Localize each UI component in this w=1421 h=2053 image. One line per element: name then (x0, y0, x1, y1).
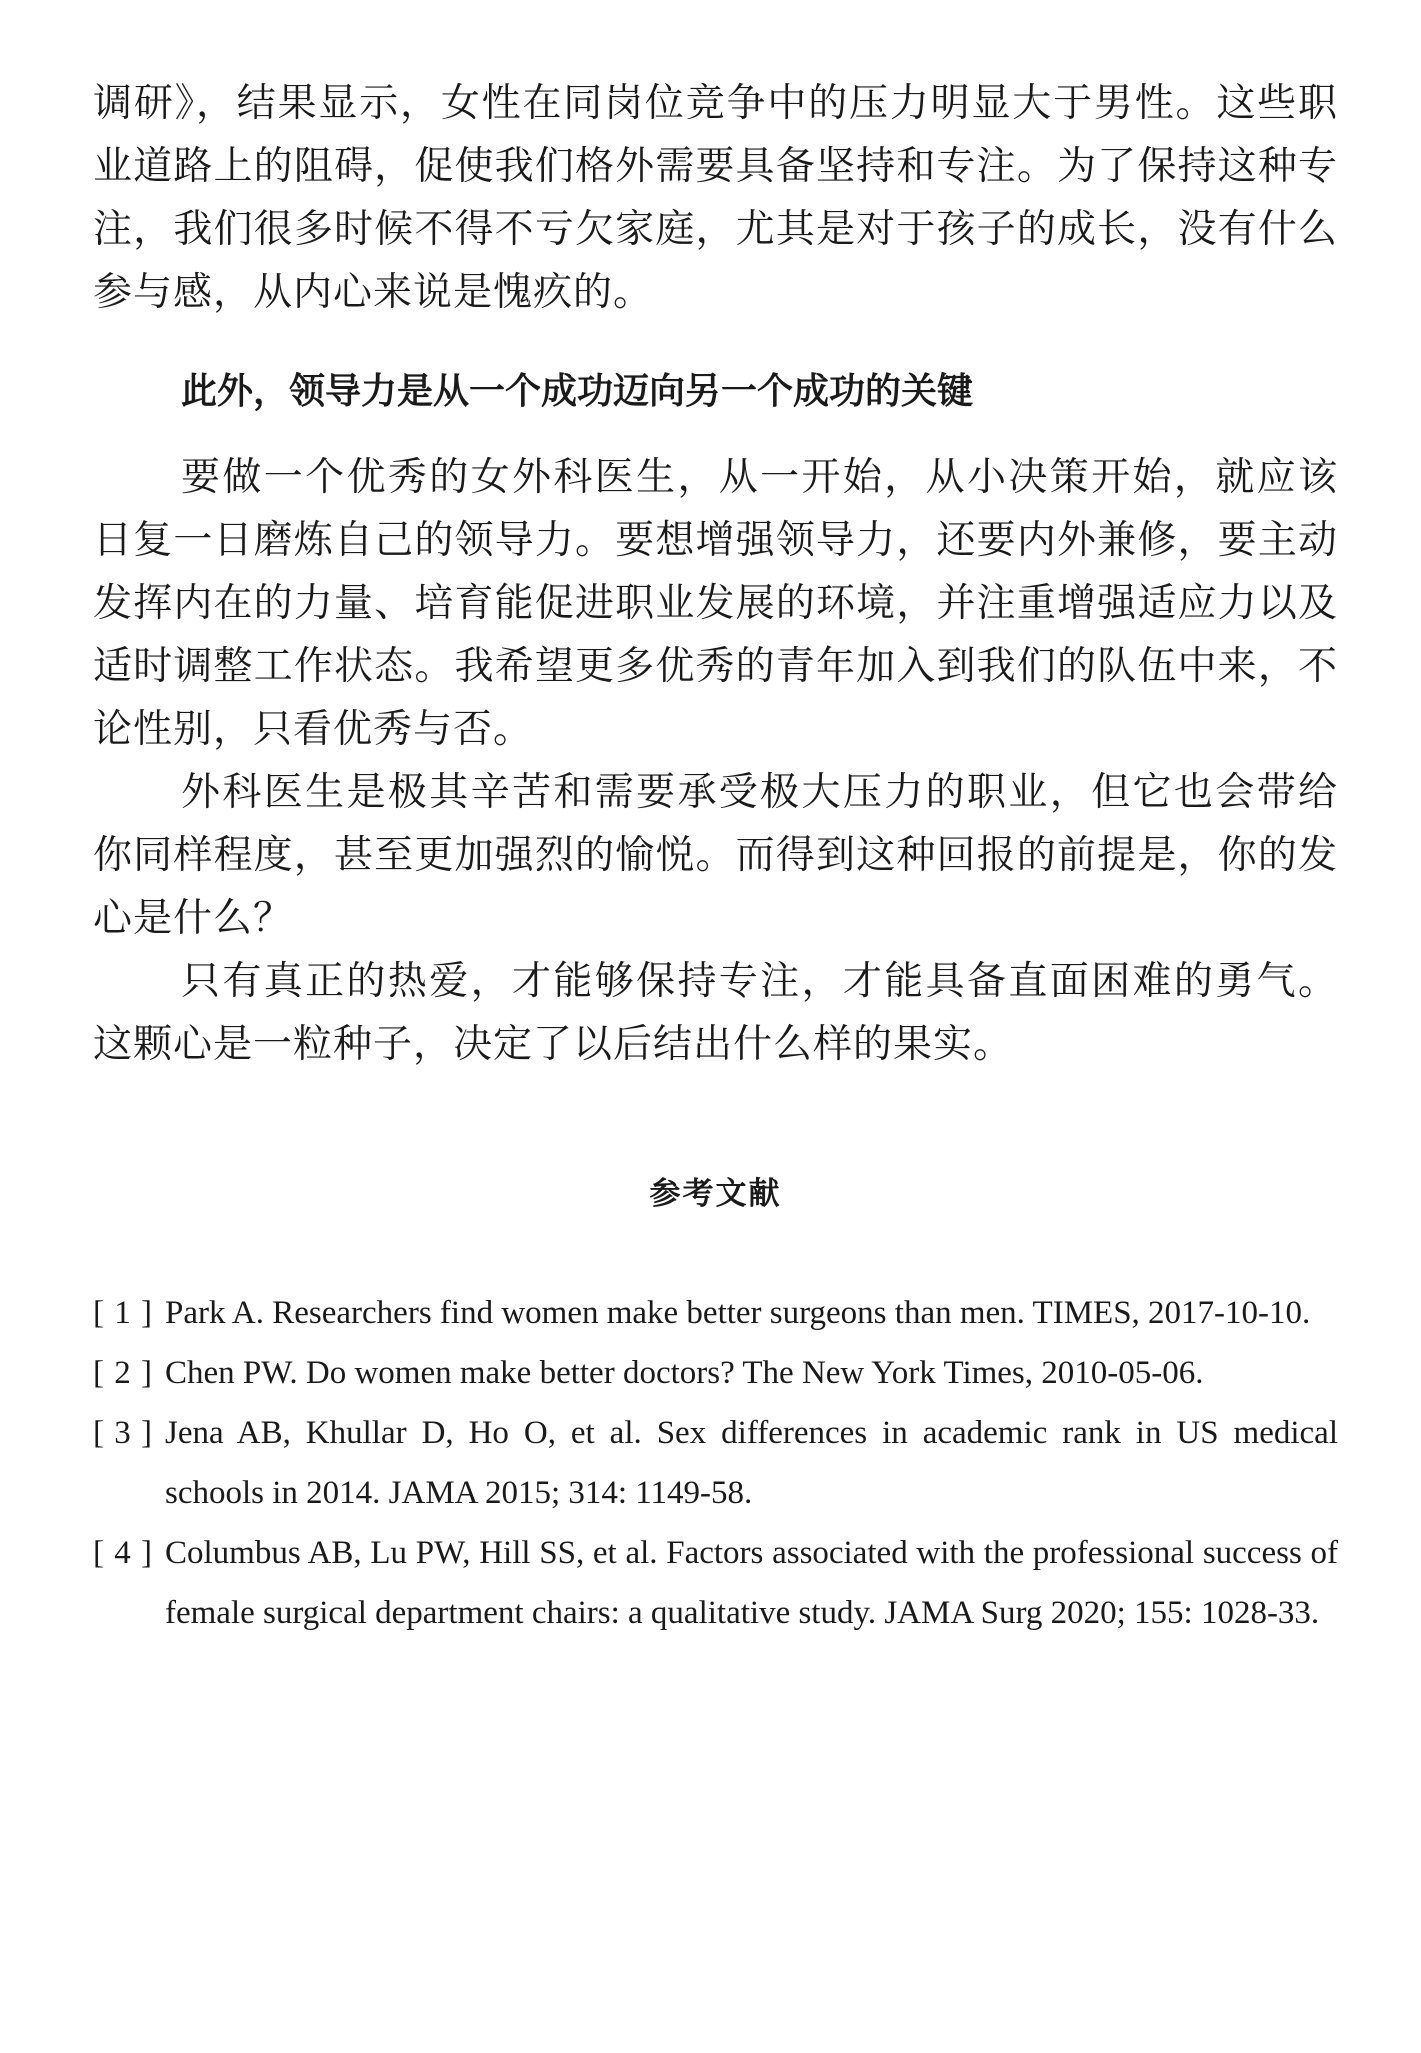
reference-item (93, 1403, 1338, 1523)
body-paragraph-passion: 只有真正的热爱，才能够保持专注，才能具备直面困难的勇气。这颗心是一粒种子，决定了以后结出什么样的果实。 (93, 959, 1338, 1067)
body-paragraph-intro: 调研》，结果显示，女性在同岗位竞争中的压力明显大于男性。这些职业道路上的阻碍，促使我们格外需要具备坚持和专注。为了保持这种专注，我们很多时候不得不亏欠家庭，尤其是对于孩子的成长，没有什么参与感，从内心来说是愧疚的。 (93, 81, 1338, 315)
reference-text: Columbus AB, Lu PW, Hill SS, et al. Factors associated with the professional success of female surgical department chairs: a qualitative study. JAMA Surg 2020; 155: 1028-33. (165, 1535, 1338, 1631)
reference-item (93, 1283, 1338, 1343)
reference-item (93, 1523, 1338, 1643)
references-title: 参考文献 (649, 1176, 782, 1212)
reference-text: Chen PW. Do women make better doctors? The New York Times, 2010-05-06. (165, 1355, 1204, 1391)
reference-number: [ 3 ] (93, 1415, 153, 1451)
reference-item (93, 1343, 1338, 1403)
reference-text: Jena AB, Khullar D, Ho O, et al. Sex differences in academic rank in US medical schools in 2014. JAMA 2015; 314: 1149-58. (165, 1415, 1338, 1511)
body-paragraph-reward: 外科医生是极其辛苦和需要承受极大压力的职业，但它也会带给你同样程度，甚至更加强烈的愉悦。而得到这种回报的前提是，你的发心是什么？ (93, 770, 1338, 941)
reference-number: [ 1 ] (93, 1295, 153, 1331)
section-heading: 此外，领导力是从一个成功迈向另一个成功的关键 (181, 371, 974, 412)
document-page (93, 72, 1338, 1643)
reference-text: Park A. Researchers find women make better surgeons than men. TIMES, 2017-10-10. (165, 1295, 1311, 1331)
reference-list (93, 1283, 1338, 1643)
reference-number: [ 2 ] (93, 1355, 153, 1391)
reference-number: [ 4 ] (93, 1535, 153, 1571)
body-paragraph-leadership: 要做一个优秀的女外科医生，从一开始，从小决策开始，就应该日复一日磨炼自己的领导力。要想增强领导力，还要内外兼修，要主动发挥内在的力量、培育能促进职业发展的环境，并注重增强适应力以及适时调整工作状态。我希望更多优秀的青年加入到我们的队伍中来，不论性别，只看优秀与否。 (93, 455, 1338, 752)
